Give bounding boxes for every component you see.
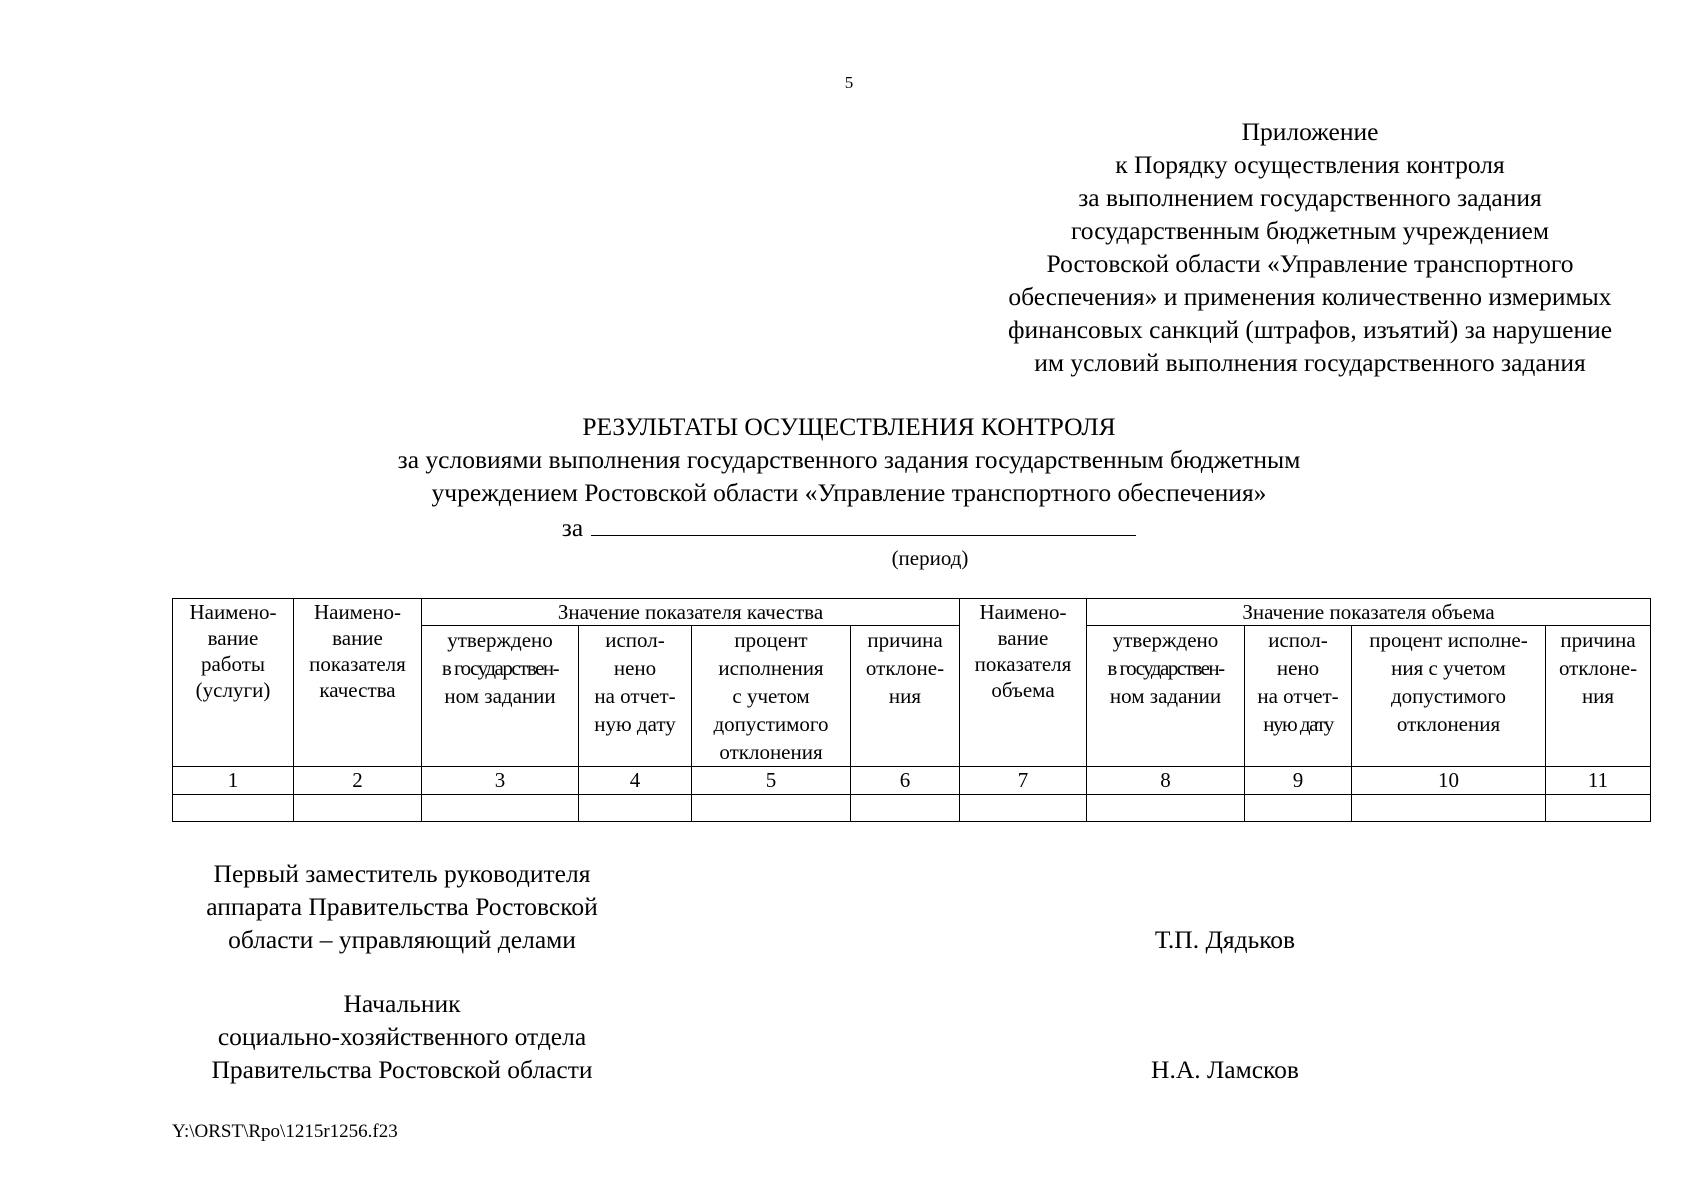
table-cell [1352, 795, 1546, 822]
column-number: 11 [1546, 767, 1651, 795]
table-cell [579, 795, 692, 822]
column-number: 2 [294, 767, 422, 795]
period-prefix: за [561, 513, 584, 542]
header-work-name: Наимено- вание работы (услуги) [173, 599, 294, 767]
table-cell [294, 795, 422, 822]
header-volume-executed: испол- нено на отчет- ную дату [1245, 626, 1352, 767]
header-quality-reason: причина отклоне- ния [851, 626, 960, 767]
column-number: 8 [1087, 767, 1245, 795]
appendix-line: к Порядку осуществления контроля [1115, 150, 1505, 179]
document-subtitle: учреждением Ростовской области «Управление транспортного обеспечения» [431, 478, 1267, 507]
document-subtitle: за условиями выполнения государственного задания государственным бюджетным [397, 445, 1301, 474]
signatory-title: Начальник социально-хозяйственного отдела Правительства Ростовской области [211, 989, 593, 1084]
appendix-header [960, 115, 1660, 379]
document-title: РЕЗУЛЬТАТЫ ОСУЩЕСТВЛЕНИЯ КОНТРОЛЯ [582, 412, 1116, 441]
table-cell [173, 795, 294, 822]
column-number: 4 [579, 767, 692, 795]
table-cell [1245, 795, 1352, 822]
header-volume-indicator-name: Наимено- вание показателя объема [960, 599, 1087, 767]
file-path: Y:\ORST\Rpo\1215r1256.f23 [172, 1121, 398, 1142]
header-quality-percent: процент исполнения с учетом допустимого отклонения [692, 626, 851, 767]
header-quality-group: Значение показателя качества [422, 599, 960, 626]
table-cell [960, 795, 1087, 822]
column-number: 6 [851, 767, 960, 795]
document-title-block [0, 410, 1698, 544]
appendix-line: Ростовской области «Управление транспортного [1046, 249, 1574, 278]
header-volume-percent: процент исполне- ния с учетом допустимого отклонения [1352, 626, 1546, 767]
appendix-line: государственным бюджетным учреждением [1070, 216, 1550, 245]
period-line [0, 509, 1698, 544]
period-blank [591, 509, 1136, 536]
signatory-name: Т.П. Дядьков [1154, 925, 1296, 954]
column-number: 10 [1352, 767, 1546, 795]
header-volume-approved: утверждено в государствен- ном задании [1087, 626, 1245, 767]
table-cell [1087, 795, 1245, 822]
header-quality-indicator-name: Наимено- вание показателя качества [294, 599, 422, 767]
appendix-line: обеспечения» и применения количественно измеримых [1008, 282, 1612, 311]
column-number: 7 [960, 767, 1087, 795]
table-cell [851, 795, 960, 822]
appendix-line: Приложение [1241, 117, 1379, 146]
page-number: 5 [844, 73, 854, 92]
column-number: 5 [692, 767, 851, 795]
table-cell [692, 795, 851, 822]
header-quality-approved: утверждено в государствен- ном задании [422, 626, 579, 767]
column-number: 3 [422, 767, 579, 795]
signatory-title: Первый заместитель руководителя аппарата Правительства Ростовской области – управляющий делами [206, 859, 598, 954]
appendix-line: им условий выполнения государственного задания [1034, 348, 1586, 377]
period-caption: (период) [891, 546, 969, 570]
column-number: 9 [1245, 767, 1352, 795]
header-quality-executed: испол- нено на отчет- ную дату [579, 626, 692, 767]
header-volume-reason: причина отклоне- ния [1546, 626, 1651, 767]
signatory-name: Н.А. Ламсков [1151, 1055, 1299, 1084]
appendix-line: финансовых санкций (штрафов, изъятий) за нарушение [1007, 315, 1613, 344]
table-cell [422, 795, 579, 822]
table-cell [1546, 795, 1651, 822]
appendix-line: за выполнением государственного задания [1078, 183, 1542, 212]
table-row [173, 795, 1651, 822]
column-number-row [173, 767, 1651, 795]
header-volume-group: Значение показателя объема [1087, 599, 1651, 626]
column-number: 1 [173, 767, 294, 795]
report-table [172, 598, 1651, 822]
